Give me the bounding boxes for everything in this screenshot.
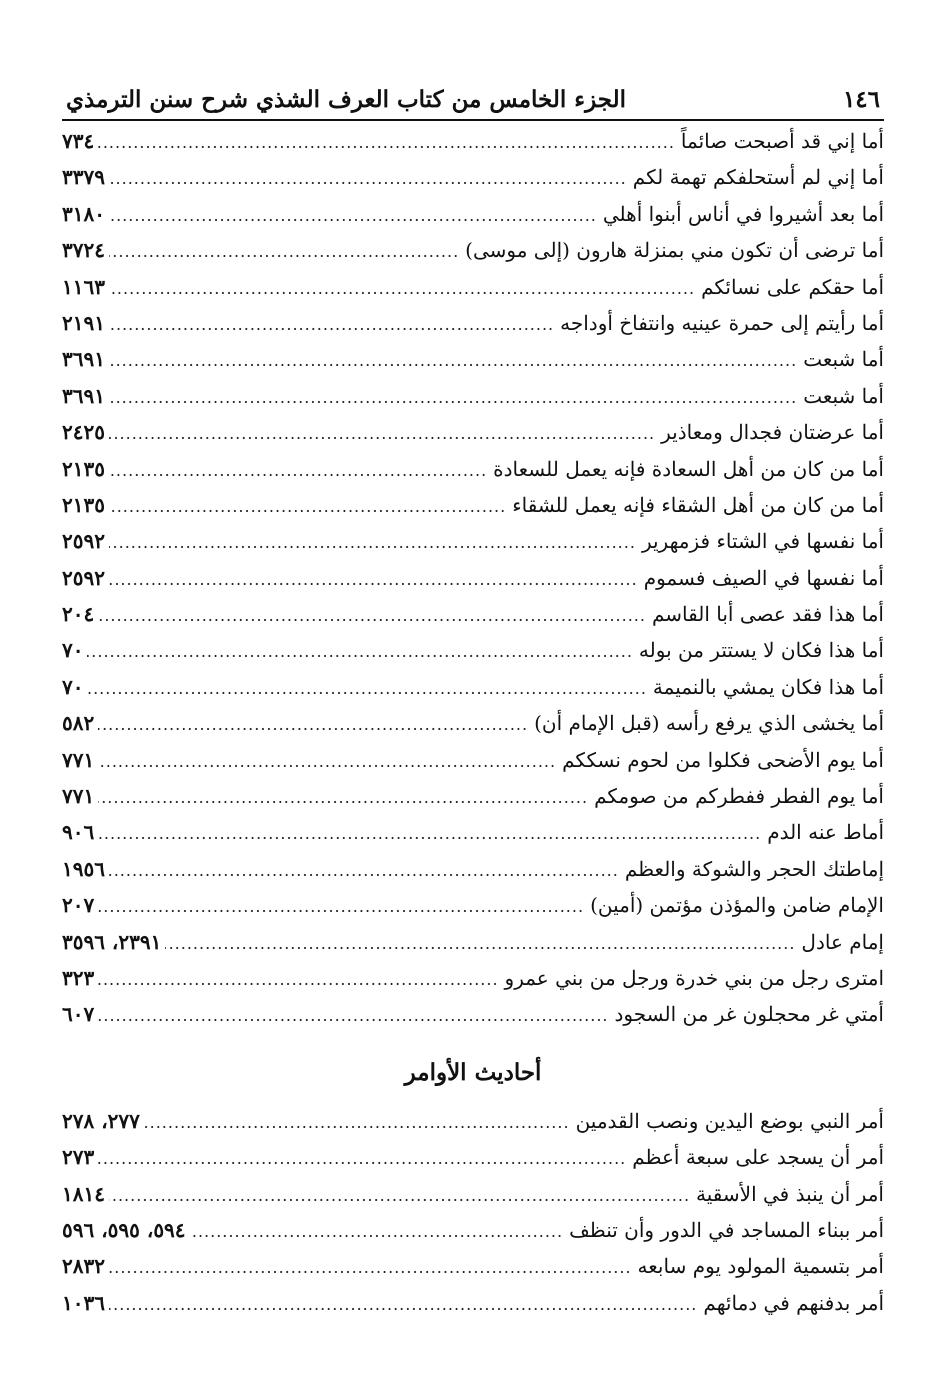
entry-text: أما نفسها في الصيف فسموم (643, 565, 884, 590)
entry-text: أما يوم الأضحى فكلوا من لحوم نسككم (562, 747, 884, 772)
entry-reference-number: ٣٣٧٩ (62, 165, 105, 190)
entry-text: إماطتك الحجر والشوكة والعظم (624, 856, 884, 881)
dot-leader (109, 424, 655, 443)
dot-leader (190, 1222, 564, 1241)
dot-leader (165, 934, 795, 953)
dot-leader (109, 315, 554, 334)
entry-text: أمر أن يسجد على سبعة أعظم (632, 1145, 884, 1170)
entry-reference-number: ٧٠ (62, 638, 84, 663)
entry-text: أما هذا فقد عصى أبا القاسم (651, 602, 884, 627)
entry-text: أمر ببناء المساجد في الدور وأن تنظف (569, 1217, 884, 1242)
entry-text: أما شبعت (803, 347, 884, 372)
entry-text: الإمام ضامن والمؤذن مؤتمن (أمين) (590, 893, 884, 918)
dot-leader (98, 715, 528, 734)
index-entry (62, 275, 884, 311)
index-entry (62, 1182, 884, 1218)
entry-reference-number: ٢١٣٥ (62, 456, 105, 481)
entry-text: أما إني قد أصبحت صائماً (680, 129, 884, 153)
dot-leader (109, 169, 627, 188)
index-entry (62, 675, 884, 711)
commands-index-list (62, 1109, 884, 1327)
dot-leader (109, 1295, 697, 1314)
section-title: أحاديث الأوامر (404, 1058, 542, 1086)
entry-reference-number: ٢٥٩٢ (62, 529, 105, 554)
entry-reference-number: ٦٠٧ (62, 1002, 95, 1027)
index-entry (62, 748, 884, 784)
dot-leader (109, 533, 636, 552)
entry-reference-number: ٢٥٩٢ (62, 565, 105, 590)
index-entry (62, 202, 884, 238)
dot-leader (109, 206, 597, 225)
page-header (62, 86, 884, 121)
entry-reference-number: ٩٠٦ (62, 820, 95, 845)
entry-text: أمر بتسمية المولود يوم سابعه (637, 1254, 884, 1279)
index-entry (62, 638, 884, 674)
index-page (62, 86, 884, 1327)
index-entry (62, 820, 884, 856)
index-entry (62, 711, 884, 747)
index-entry (62, 602, 884, 638)
entry-text: أماط عنه الدم (767, 820, 884, 845)
dot-leader (87, 642, 632, 661)
entry-reference-number: ٢٧٣ (62, 1145, 95, 1170)
index-entry (62, 384, 884, 420)
entry-text: أما بعد أشيروا في أناس أبنوا أهلي (602, 201, 884, 226)
entry-reference-number: ٣٦٩١ (62, 347, 105, 372)
entry-reference-number: ٥٨٢ (62, 711, 95, 736)
dot-leader (98, 970, 498, 989)
dot-leader (98, 788, 588, 807)
index-entry (62, 529, 884, 565)
dot-leader (98, 897, 584, 916)
entry-reference-number: ٣٢٣ (62, 965, 95, 990)
entry-text: أما يخشى الذي يرفع رأسه (قبل الإمام أن) (534, 711, 884, 736)
dot-leader (109, 570, 638, 589)
entry-text: أما يوم الفطر ففطركم من صومكم (594, 784, 884, 809)
dot-leader (109, 242, 459, 261)
index-entry (62, 1218, 884, 1254)
dot-leader (109, 351, 797, 370)
index-entry (62, 857, 884, 893)
entry-reference-number: ٧٧١ (62, 747, 95, 772)
entry-text: أما شبعت (803, 383, 884, 408)
index-entry (62, 893, 884, 929)
index-entry (62, 165, 884, 201)
dot-leader (98, 1006, 608, 1025)
entry-text: أمر بدفنهم في دمائهم (703, 1290, 884, 1315)
hadith-index-list (62, 129, 884, 1039)
entry-reference-number: ٢١٩١ (62, 310, 105, 335)
entry-text: أما ترضى أن تكون مني بمنزلة هارون (إلى موسى) (465, 238, 884, 263)
entry-text: أما من كان من أهل السعادة فإنه يعمل للسعادة (493, 456, 884, 481)
entry-reference-number: ٧٧١ (62, 784, 95, 809)
index-entry (62, 1109, 884, 1145)
dot-leader (98, 133, 675, 152)
index-entry (62, 347, 884, 383)
dot-leader (109, 1258, 632, 1277)
entry-text: أما إني لم أستحلفكم تهمة لكم (632, 165, 884, 190)
index-entry (62, 966, 884, 1002)
entry-text: أمتي غر محجلون غر من السجود (614, 1002, 884, 1027)
dot-leader (98, 606, 646, 625)
index-entry (62, 930, 884, 966)
dot-leader (144, 1113, 570, 1132)
entry-reference-number: ٢٣٩١، ٣٥٩٦ (62, 929, 162, 954)
entry-text: أما من كان من أهل الشقاء فإنه يعمل للشقاء (512, 492, 884, 517)
entry-reference-number: ١١٦٣ (62, 274, 105, 299)
entry-text: أمر أن ينبذ في الأسقية (696, 1181, 884, 1206)
index-entry (62, 1254, 884, 1290)
dot-leader (98, 824, 761, 843)
index-entry (62, 566, 884, 602)
index-entry (62, 129, 884, 165)
dot-leader (109, 861, 619, 880)
index-entry (62, 238, 884, 274)
entry-reference-number: ٢٠٧ (62, 893, 95, 918)
entry-text: أما عرضتان فجدال ومعاذير (661, 420, 884, 445)
entry-reference-number: ٢٨٣٢ (62, 1254, 105, 1279)
index-entry (62, 1291, 884, 1327)
entry-reference-number: ١٩٥٦ (62, 856, 105, 881)
entry-reference-number: ٢٠٤ (62, 602, 95, 627)
entry-reference-number: ٣٧٢٤ (62, 238, 105, 263)
index-entry (62, 784, 884, 820)
running-title: الجزء الخامس من كتاب العرف الشذي شرح سنن الترمذي (66, 86, 627, 113)
entry-reference-number: ٣٦٩١ (62, 383, 105, 408)
index-entry (62, 493, 884, 529)
entry-text: أما هذا فكان لا يستتر من بوله (638, 638, 884, 663)
dot-leader (87, 679, 646, 698)
dot-leader (98, 752, 556, 771)
entry-reference-number: ١٨١٤ (62, 1181, 105, 1206)
entry-text: امترى رجل من بني خدرة ورجل من بني عمرو (504, 965, 884, 990)
entry-text: أمر النبي بوضع اليدين ونصب القدمين (575, 1108, 884, 1133)
entry-text: أما رأيتم إلى حمرة عينيه وانتفاخ أوداجه (560, 310, 884, 335)
page-number: ١٤٦ (842, 86, 880, 113)
entry-text: إمام عادل (801, 929, 884, 954)
dot-leader (109, 497, 506, 516)
dot-leader (98, 1149, 626, 1168)
index-entry (62, 311, 884, 347)
index-entry (62, 1145, 884, 1181)
entry-reference-number: ١٠٣٦ (62, 1290, 105, 1315)
dot-leader (109, 461, 487, 480)
index-entry (62, 1002, 884, 1038)
dot-leader (109, 1186, 690, 1205)
entry-text: أما حقكم على نسائكم (701, 274, 884, 299)
entry-reference-number: ٢١٣٥ (62, 492, 105, 517)
dot-leader (109, 388, 797, 407)
entry-text: أما هذا فكان يمشي بالنميمة (652, 674, 884, 699)
entry-reference-number: ٧٠ (62, 674, 84, 699)
entry-reference-number: ٧٣٤ (62, 129, 95, 153)
entry-reference-number: ٥٩٤، ٥٩٥، ٥٩٦ (62, 1217, 186, 1242)
entry-reference-number: ٢٤٢٥ (62, 420, 105, 445)
index-entry (62, 420, 884, 456)
entry-reference-number: ٢٧٧، ٢٧٨ (62, 1108, 140, 1133)
entry-reference-number: ٣١٨٠ (62, 201, 105, 226)
entry-text: أما نفسها في الشتاء فزمهرير (641, 529, 884, 554)
index-entry (62, 457, 884, 493)
dot-leader (109, 279, 695, 298)
